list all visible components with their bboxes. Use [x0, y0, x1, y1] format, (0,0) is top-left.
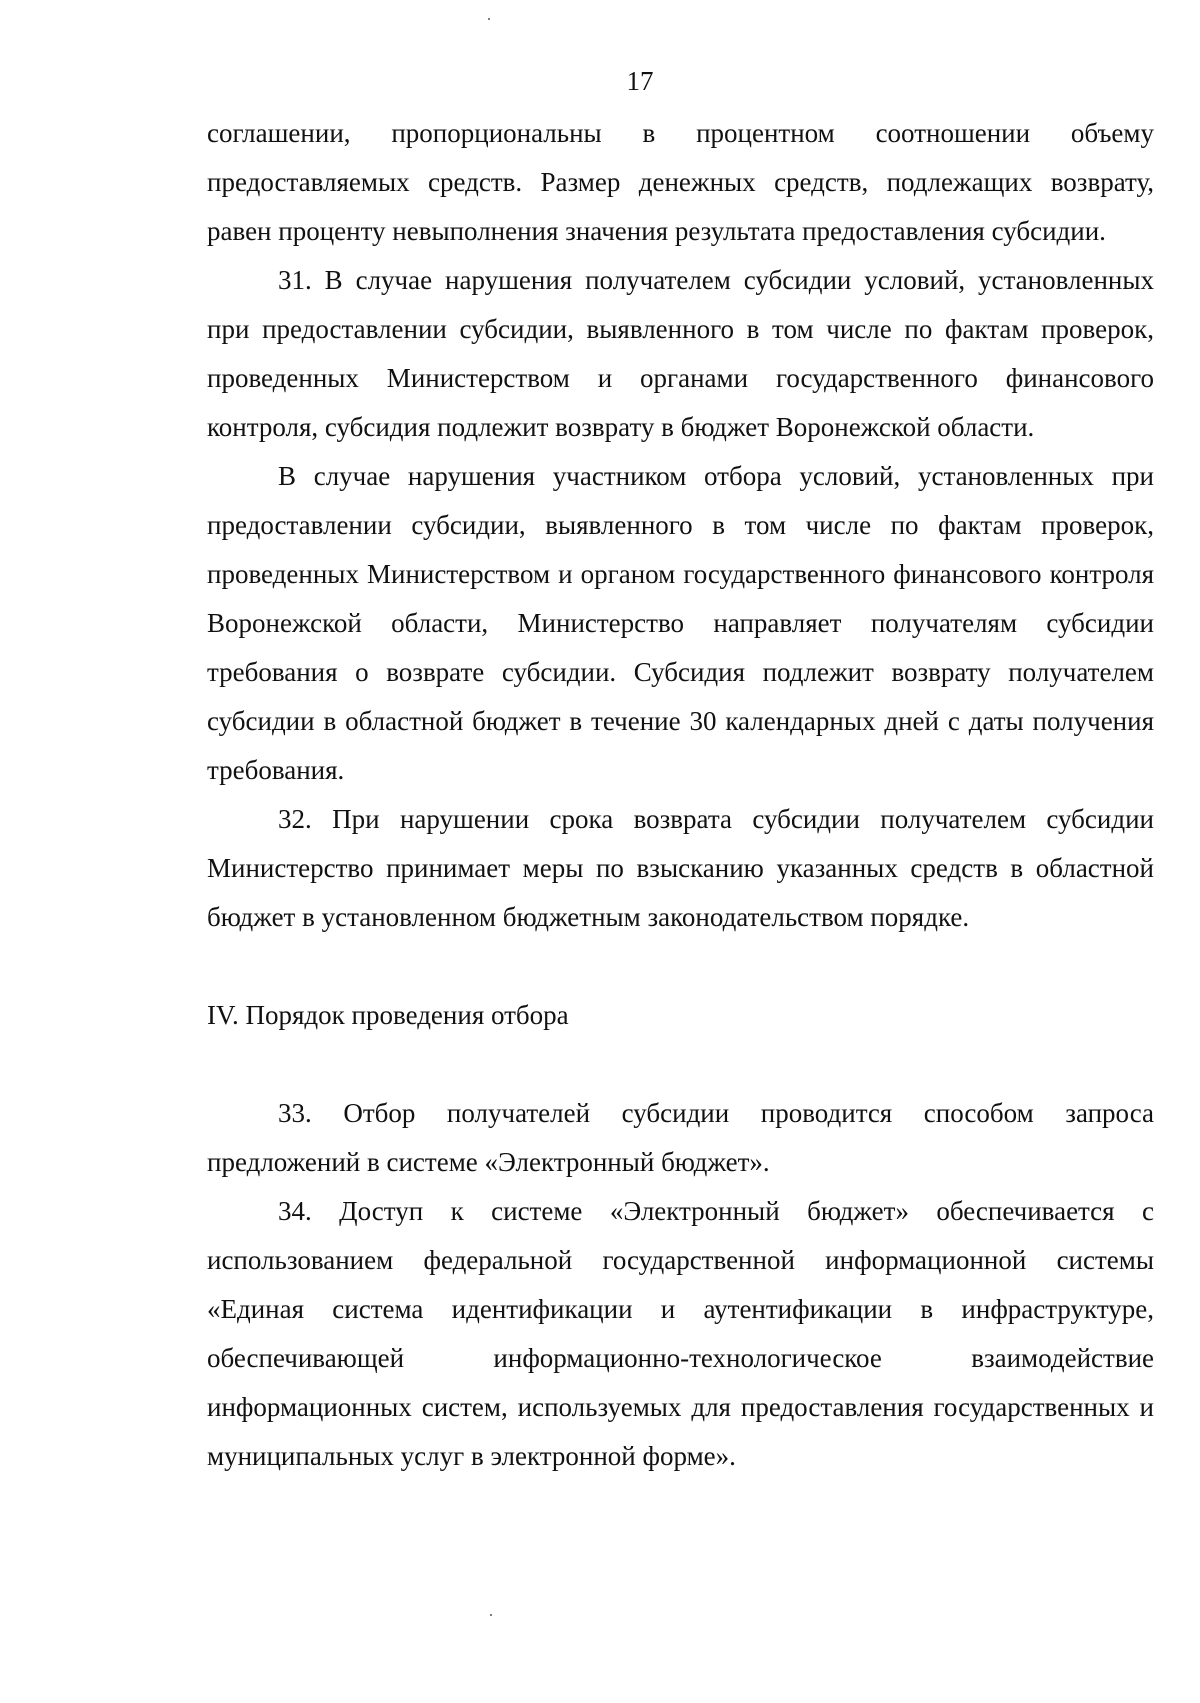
paragraph-continuation: соглашении, пропорциональны в процентном соотношении объему предоставляемых средств. Размер денежных средств, подлежащих возврату, равен проценту невыполнения значения результата предоставления субсидии. [207, 118, 1154, 246]
paragraph-34: 34. Доступ к системе «Электронный бюджет» обеспечивается с использованием федеральной государственной информационной системы «Единая система идентификации и аутентификации в инфраструктуре, обеспечивающей информационно-технологическое взаимодействие информационных систем, используемых для предоставления государственных и муниципальных услуг в электронной форме». [207, 1196, 1154, 1471]
section-heading: IV. Порядок проведения отбора [207, 1000, 569, 1030]
document-body [207, 109, 1154, 1481]
paragraph-31: 31. В случае нарушения получателем субсидии условий, установленных при предоставлении субсидии, выявленного в том числе по фактам проверок, проведенных Министерством и органами государственного финансового контроля, субсидия подлежит возврату в бюджет Воронежской области. [207, 265, 1154, 442]
scan-speck [490, 1614, 492, 1616]
paragraph-33: 33. Отбор получателей субсидии проводится способом запроса предложений в системе «Электронный бюджет». [207, 1098, 1154, 1177]
paragraph-32: 32. При нарушении срока возврата субсидии получателем субсидии Министерство принимает меры по взысканию указанных средств в областной бюджет в установленном бюджетным законодательством порядке. [207, 804, 1154, 932]
scan-speck [488, 18, 490, 20]
paragraph-31-second: В случае нарушения участником отбора условий, установленных при предоставлении субсидии, выявленного в том числе по фактам проверок, проведенных Министерством и органом государственного финансового контроля Воронежской области, Министерство направляет получателям субсидии требования о возврате субсидии. Субсидия подлежит возврату получателем субсидии в областной бюджет в течение 30 календарных дней с даты получения требования. [207, 461, 1154, 785]
page-number: 17 [626, 66, 654, 96]
